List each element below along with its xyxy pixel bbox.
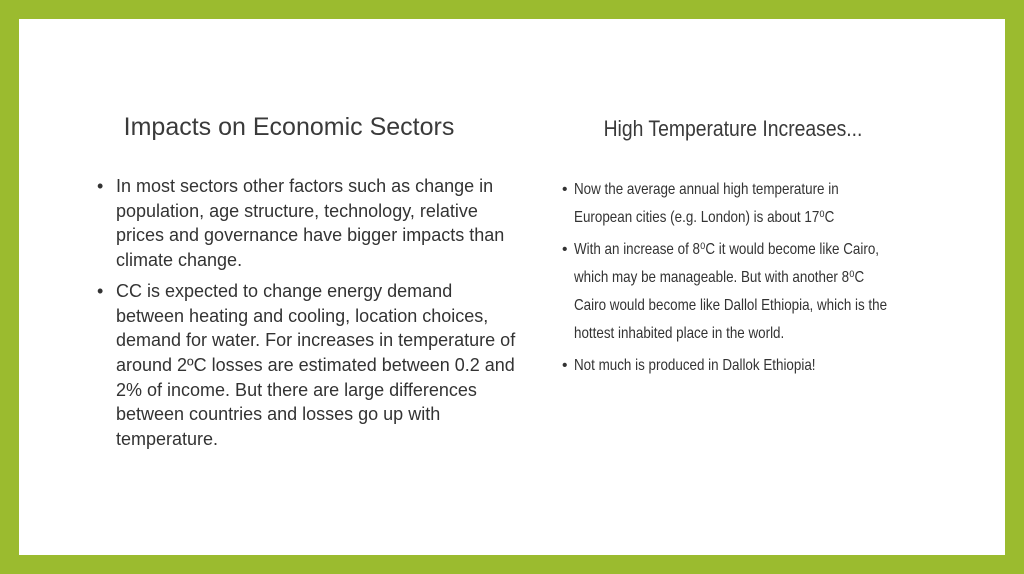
- left-bullet-list: [97, 174, 517, 452]
- bullet-icon: •: [562, 357, 568, 374]
- right-bullet-list: [562, 176, 892, 380]
- bullet-icon: •: [97, 176, 104, 196]
- left-bullet-text: In most sectors other factors such as change in population, age structure, technology, relative prices and governance have bigger impacts than climate change.: [116, 176, 505, 271]
- right-bullet-item: [562, 236, 892, 348]
- left-bullet-text: CC is expected to change energy demand between heating and cooling, location choices, demand for water. For increases in temperature of around 2ºC losses are estimated between 0.2 and 2% of income. But there are large differences between countries and losses go up with temperature.: [116, 280, 516, 450]
- right-bullet-item: [562, 176, 892, 232]
- left-bullet-item: [97, 279, 517, 452]
- right-bullet-text: Now the average annual high temperature in European cities (e.g. London) is about 17⁰C: [574, 181, 839, 226]
- left-column: [97, 113, 517, 458]
- right-bullet-text: With an increase of 8⁰C it would become like Cairo, which may be manageable. But with another 8⁰C Cairo would become like Dallol Ethiopia, which is the hottest inhabited place in the world.: [574, 241, 888, 342]
- right-bullet-text: Not much is produced in Dallok Ethiopia!: [574, 357, 816, 374]
- right-bullet-item: [562, 352, 892, 380]
- bullet-icon: •: [562, 181, 568, 198]
- bullet-icon: •: [562, 241, 568, 258]
- left-heading: Impacts on Economic Sectors: [123, 113, 455, 141]
- right-column: [562, 116, 892, 384]
- left-bullet-item: [97, 174, 517, 273]
- right-heading: High Temperature Increases...: [603, 116, 863, 141]
- slide: [19, 19, 1005, 555]
- bullet-icon: •: [97, 280, 104, 301]
